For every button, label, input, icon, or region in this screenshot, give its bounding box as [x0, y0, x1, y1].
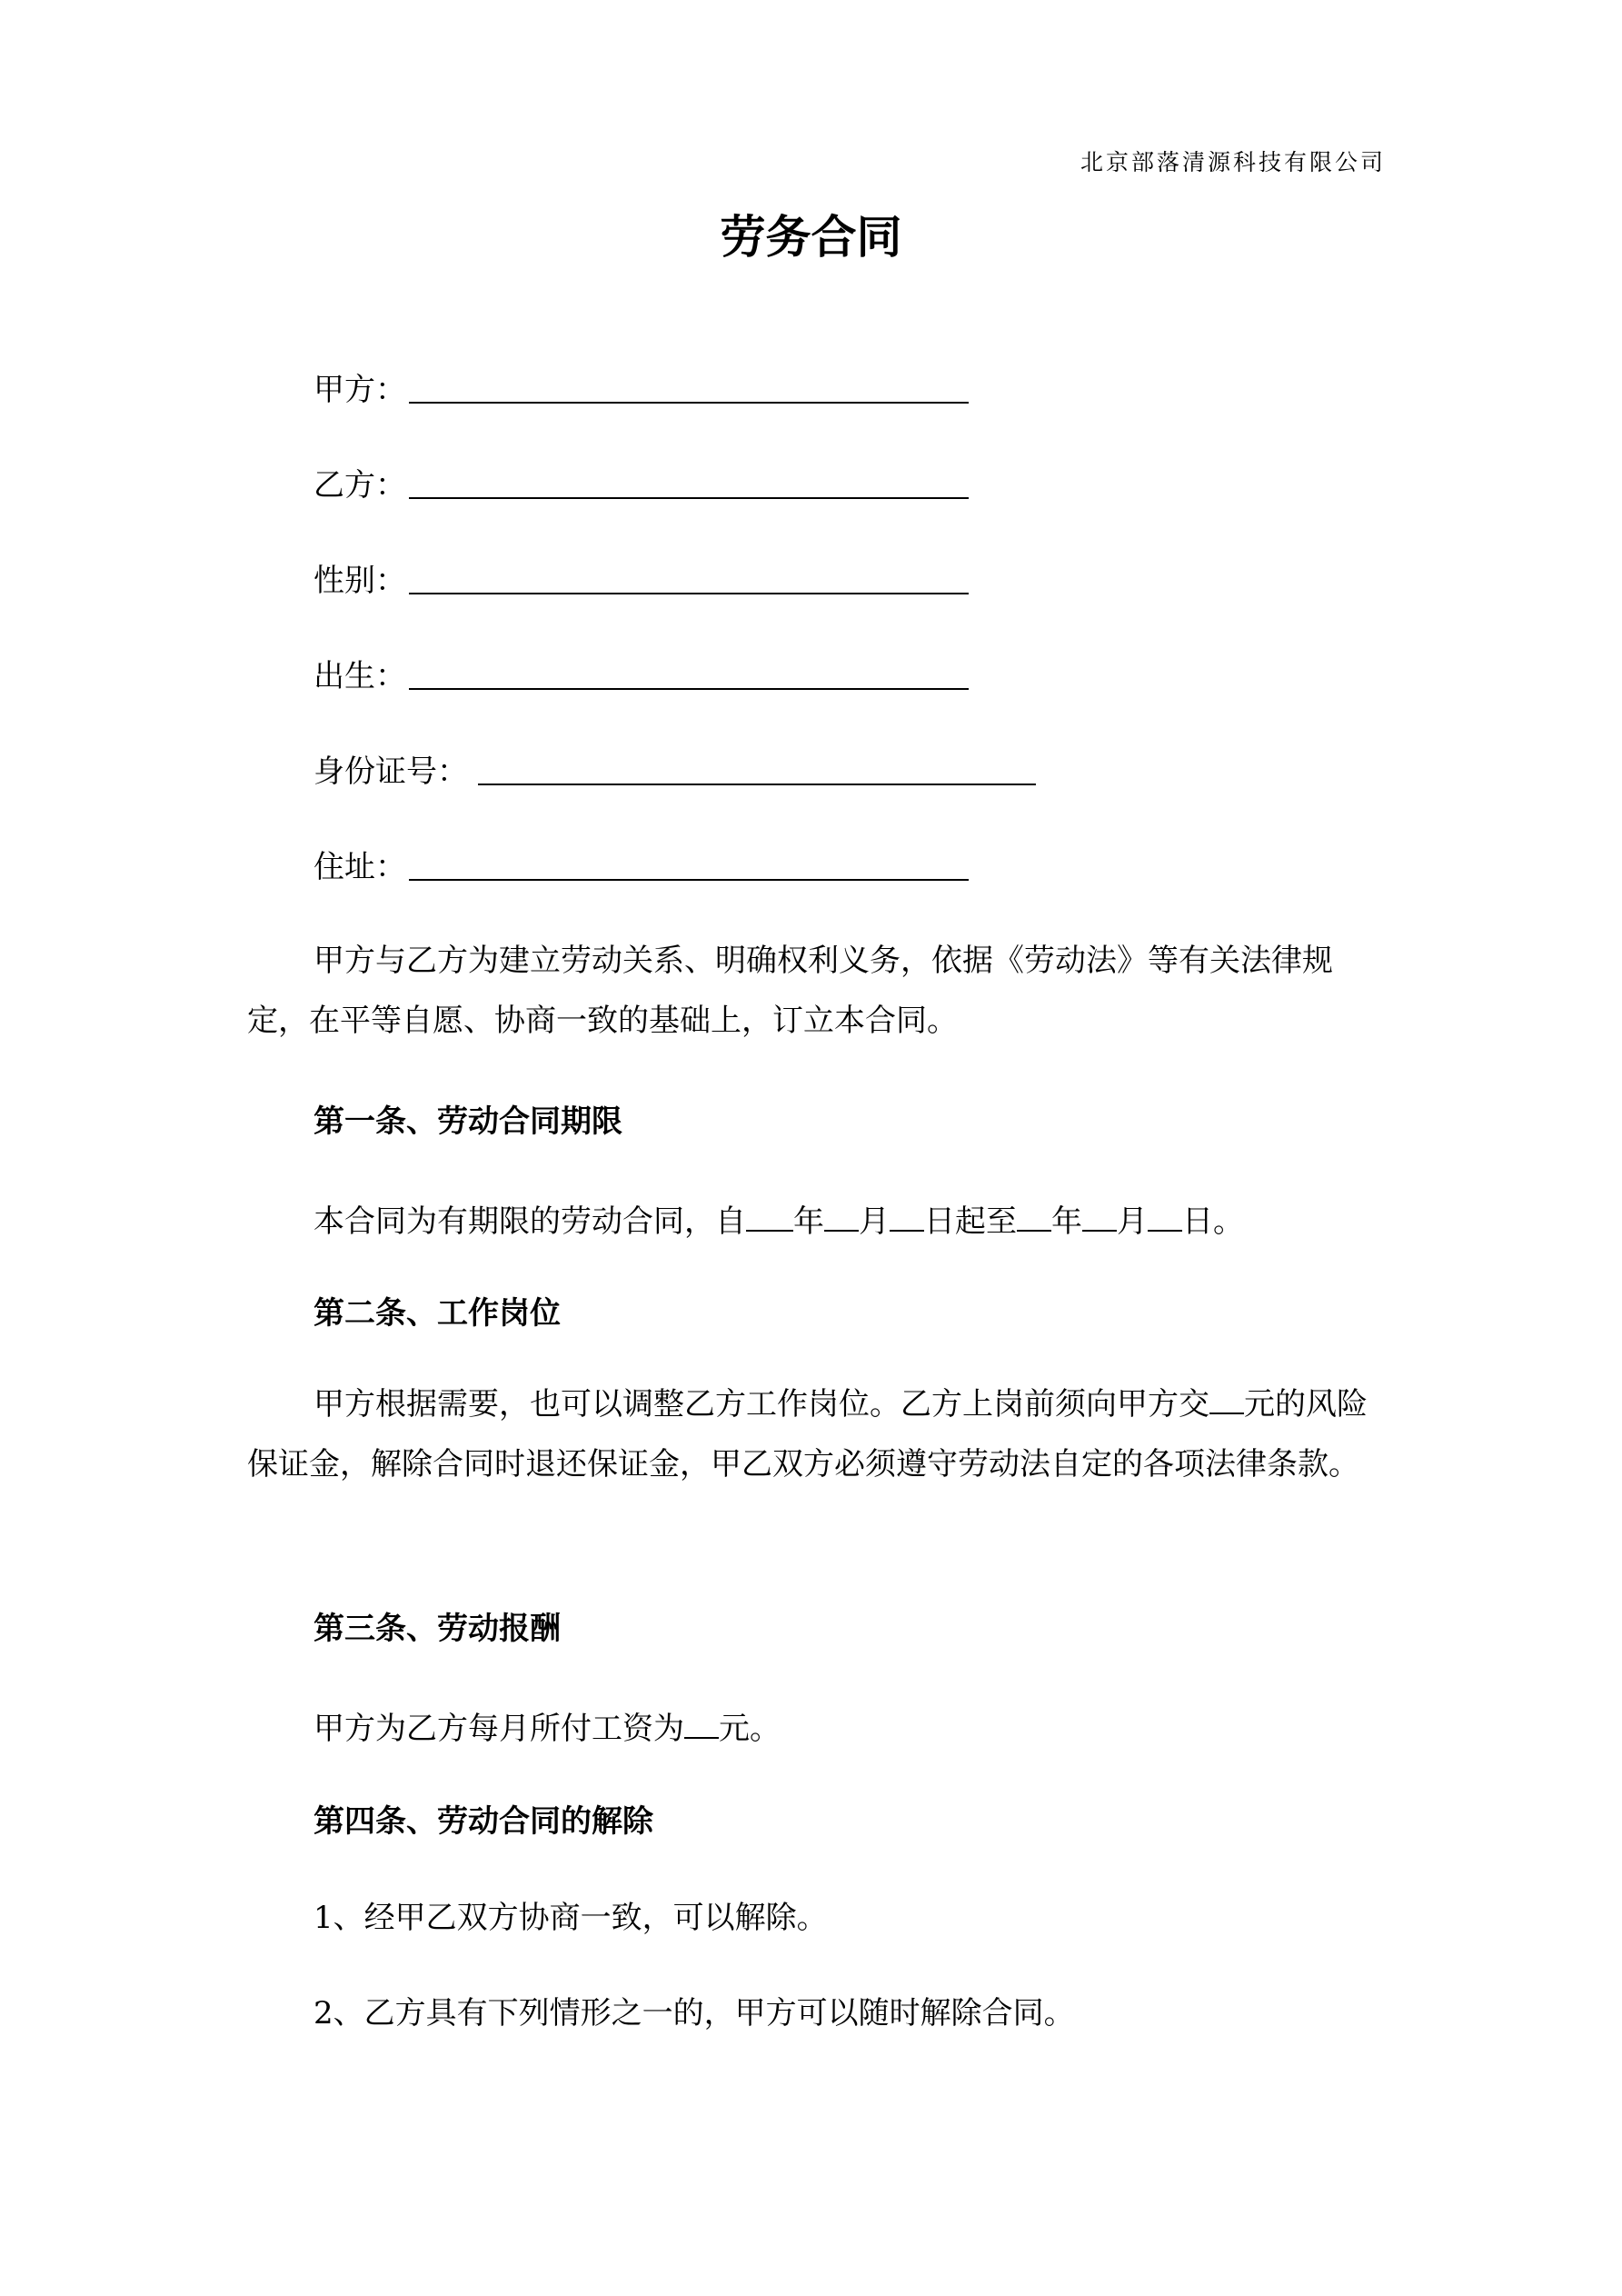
article4-item1: 1、经甲乙双方协商一致，可以解除。: [313, 1900, 828, 1936]
article3-text-2: 元。: [719, 1711, 781, 1747]
article1-text-6: 月: [1117, 1203, 1148, 1240]
field-party-a-blank[interactable]: [409, 402, 969, 404]
field-gender: [313, 563, 406, 599]
article1-text-5: 年: [1051, 1203, 1082, 1240]
article2-blank-deposit[interactable]: [1209, 1385, 1244, 1414]
article3-heading: 第三条、劳动报酬: [313, 1611, 561, 1647]
article2-body: [247, 1374, 1390, 1494]
article3-text-1: 甲方为乙方每月所付工资为: [313, 1711, 684, 1747]
article2-text-2: 元的风险保证金，解除合同时退还保证金，甲乙双方必须遵守劳动法自定的各项法律条款。: [247, 1386, 1368, 1482]
field-birth-label: 出生：: [313, 658, 406, 694]
field-id-number-label: 身份证号：: [313, 754, 468, 790]
field-party-b-label: 乙方：: [313, 467, 406, 504]
company-name: 北京部落清源科技有限公司: [1080, 149, 1386, 175]
article1-text-7: 日。: [1182, 1203, 1244, 1240]
field-birth-blank[interactable]: [409, 688, 969, 690]
article1-blank-year-end[interactable]: [1017, 1203, 1051, 1232]
article1-blank-day-start[interactable]: [890, 1203, 924, 1232]
field-party-a: [313, 372, 406, 408]
field-address-blank[interactable]: [409, 879, 969, 881]
article1-blank-year-start[interactable]: [746, 1203, 793, 1232]
article3-blank-salary[interactable]: [684, 1710, 719, 1739]
field-birth: [313, 658, 406, 694]
article1-text-4: 日起至: [924, 1203, 1017, 1240]
field-id-number: [313, 754, 468, 790]
article1-blank-month-start[interactable]: [824, 1203, 859, 1232]
article1-text-1: 本合同为有期限的劳动合同，自: [313, 1203, 746, 1240]
article4-item2: 2、乙方具有下列情形之一的，甲方可以随时解除合同。: [313, 1995, 1075, 2031]
intro-paragraph: 甲方与乙方为建立劳动关系、明确权利义务，依据《劳动法》等有关法律规定，在平等自愿、协商一致的基础上，订立本合同。: [247, 943, 1333, 1039]
field-party-b-blank[interactable]: [409, 497, 969, 499]
field-gender-blank[interactable]: [409, 593, 969, 594]
article4-heading: 第四条、劳动合同的解除: [313, 1803, 653, 1840]
field-id-number-blank[interactable]: [478, 784, 1036, 785]
article1-text-3: 月: [859, 1203, 890, 1240]
field-address: [313, 849, 406, 885]
article2-heading: 第二条、工作岗位: [313, 1295, 561, 1332]
field-party-a-label: 甲方：: [313, 372, 406, 408]
article1-body: [313, 1203, 1244, 1240]
article1-text-2: 年: [793, 1203, 824, 1240]
field-party-b: [313, 467, 406, 504]
article1-heading: 第一条、劳动合同期限: [313, 1103, 622, 1140]
article3-body: [313, 1710, 781, 1747]
document-title: 劳务合同: [720, 210, 902, 264]
article1-blank-month-end[interactable]: [1082, 1203, 1117, 1232]
field-gender-label: 性别：: [313, 563, 406, 599]
article1-blank-day-end[interactable]: [1148, 1203, 1182, 1232]
article2-text-1: 甲方根据需要，也可以调整乙方工作岗位。乙方上岗前须向甲方交: [313, 1386, 1209, 1423]
field-address-label: 住址：: [313, 849, 406, 885]
